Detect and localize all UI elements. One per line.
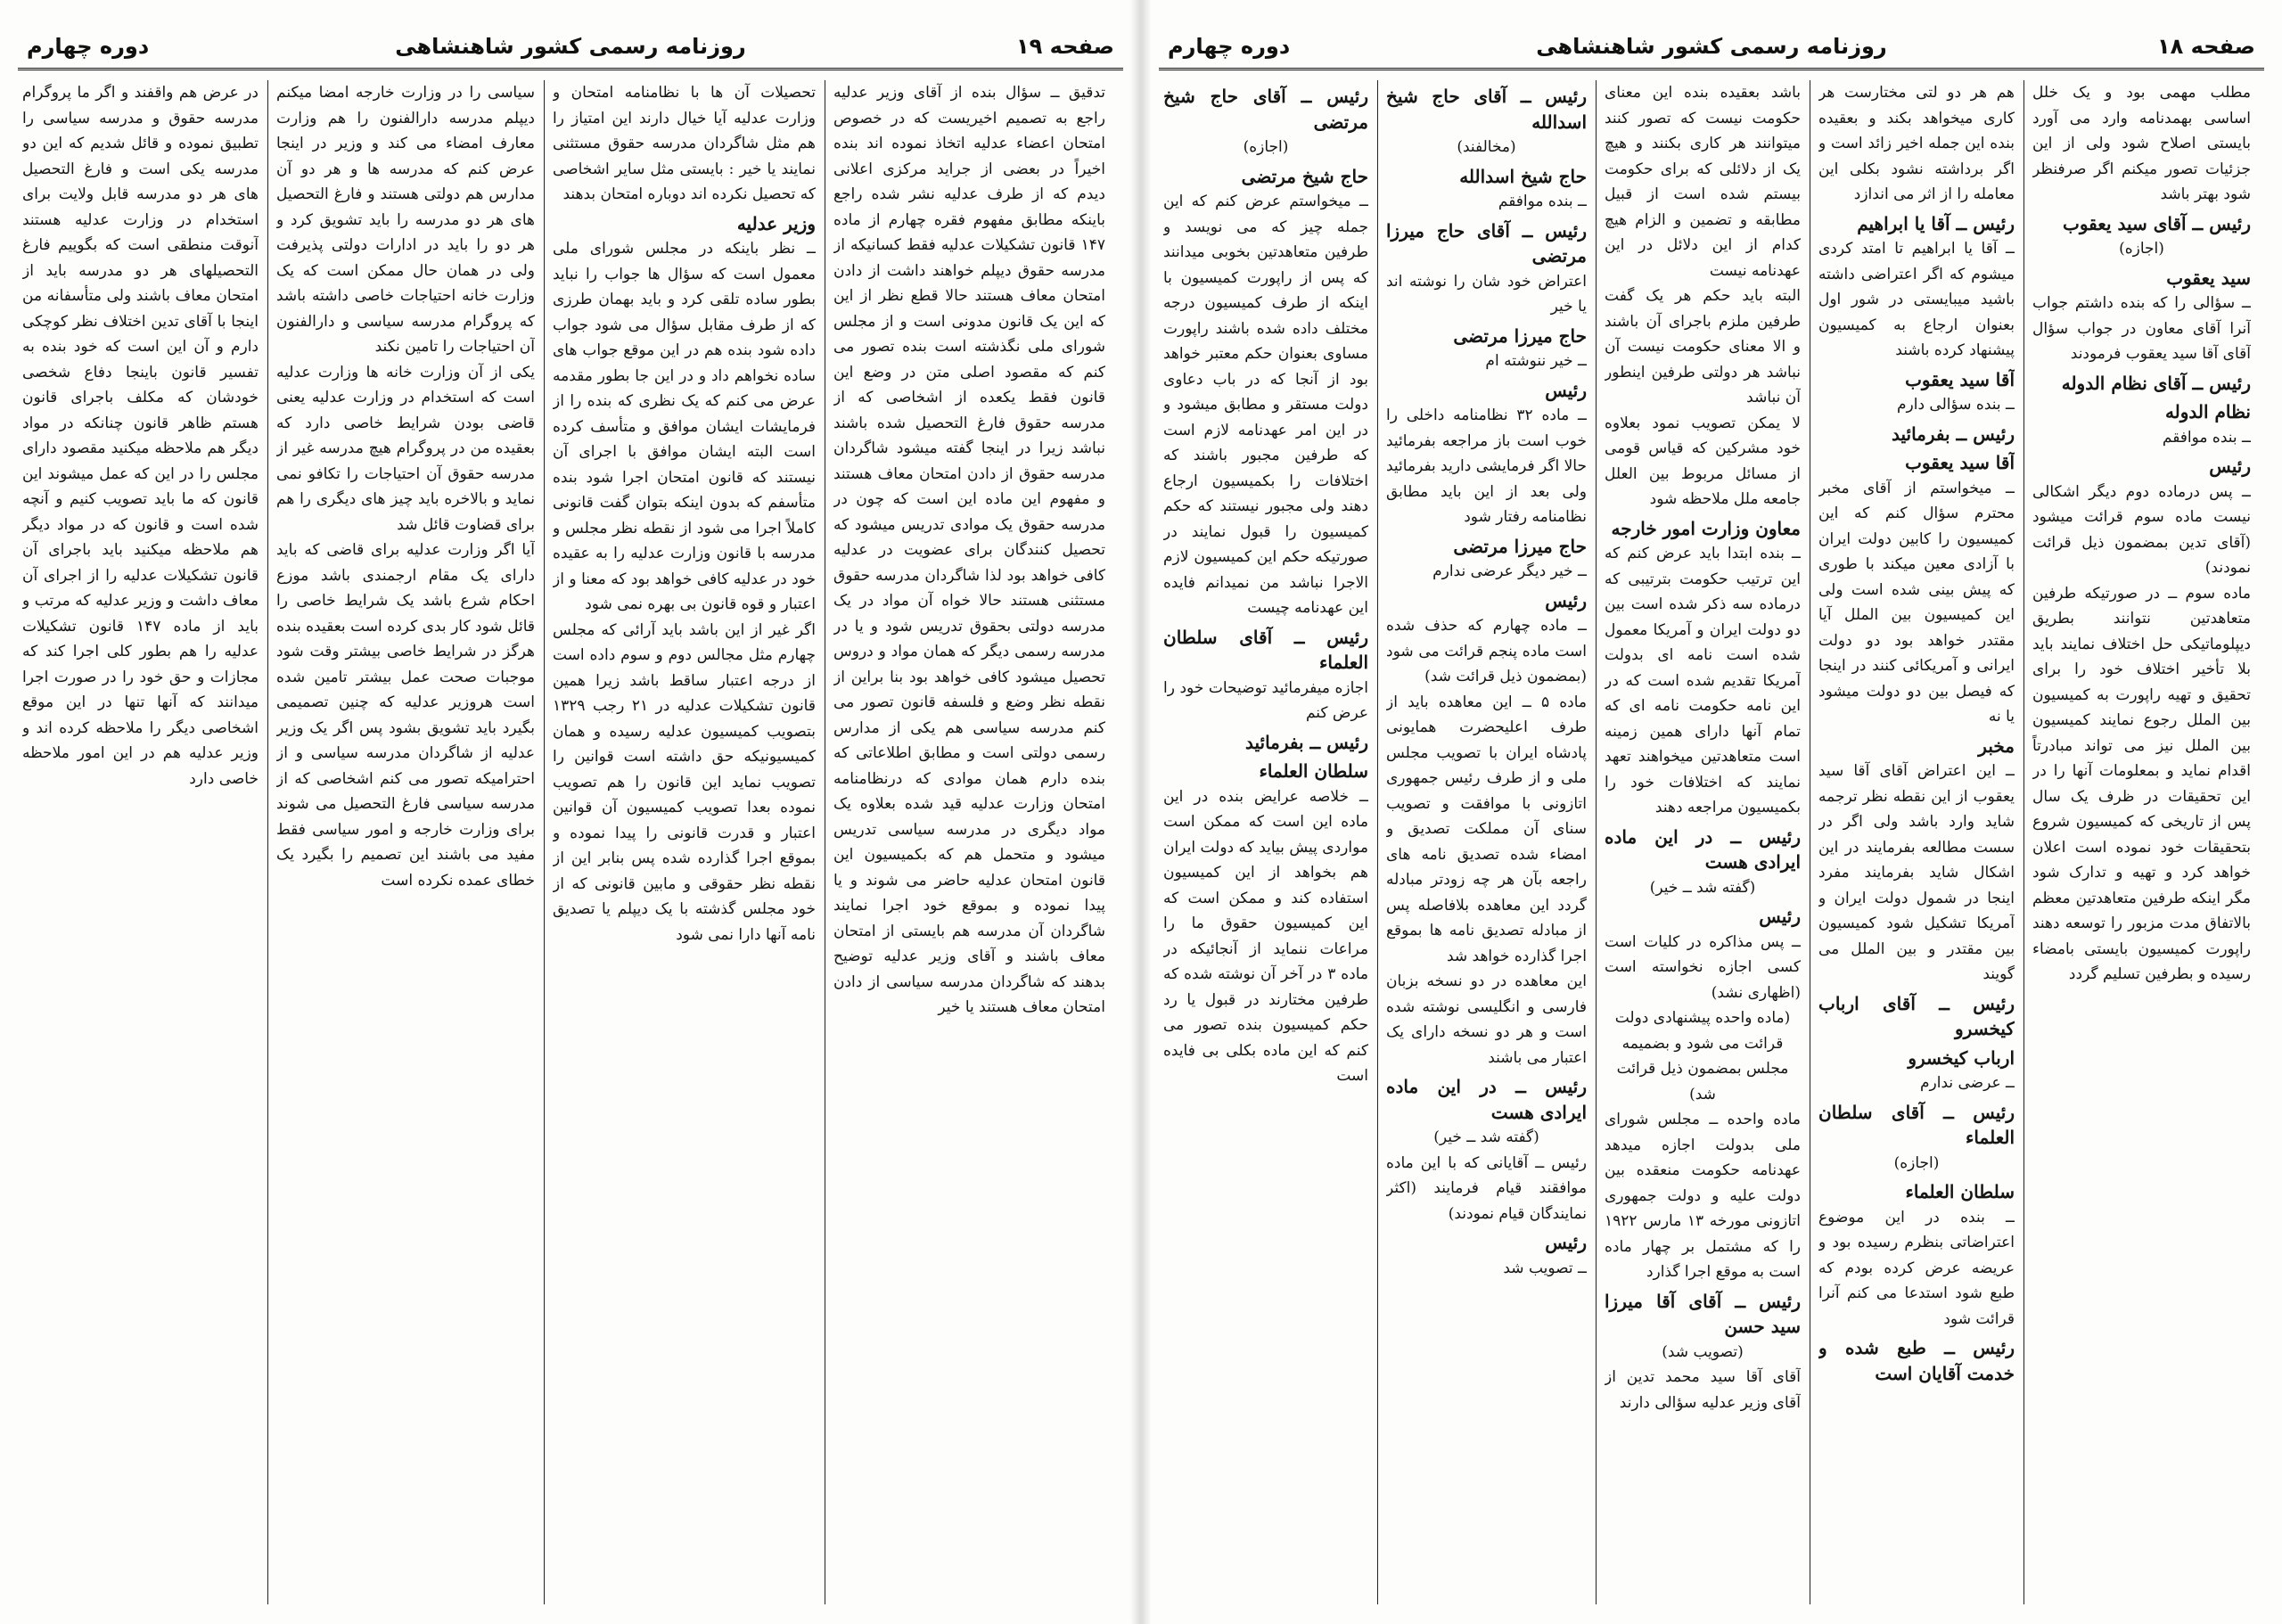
column-divider [1377,80,1378,1604]
newspaper-title: روزنامه رسمی کشور شاهنشاهی [395,34,746,59]
parenthetical-note: (اجازه) [1243,138,1289,156]
parenthetical-note: (گفته شد ــ خیر) [1649,878,1756,897]
paragraph: ــ بنده موافقم [1498,193,1587,210]
speaker-name: رئیس ــ آقای ارباب کیخسرو [1818,992,2015,1039]
paragraph: ــ بنده موافقم [2162,428,2251,447]
newspaper-title: روزنامه رسمی کشور شاهنشاهی [1536,34,1887,59]
paragraph: این معاهده در دو نسخه بزبان فارسی و انگلیسی نوشته شده است و هر دو نسخه دارای یک اعتبار می باشند [1386,972,1587,1067]
paragraph: ــ بنده در این موضوع اعتراضاتی بنظرم رسیده بود و عریضه عرض کرده بودم که طبع شود استدعا می کنم آنرا قرائت شود [1818,1208,2015,1328]
speaker-name: رئیس ــ آقای نظام الدوله [2061,372,2251,394]
column-divider [544,80,545,1604]
paragraph: ــ تصویب شد [1503,1259,1587,1277]
paragraph: ــ بنده سؤالی دارم [1897,396,2015,414]
header-rule [1159,68,2264,70]
speaker-name: رئیس ــ آقای سلطان العلماء [1163,626,1368,673]
text-column [833,80,1105,1604]
volume-label: دوره چهارم [27,34,150,59]
text-column [2032,80,2251,1604]
page-number: صفحه ۱۸ [2157,34,2255,59]
speaker-name: آقا سید یعقوب [1905,368,2015,390]
page-number: صفحه ۱۹ [1016,34,1114,59]
speaker-name: رئیس ــ آقای سید یعقوب [2063,212,2251,234]
text-column [276,80,535,1604]
paragraph: مطلب مهمی بود و یک خلل اساسی بهمدنامه وارد می آورد بایستی اصلاح شود ولی از این جزئیات تصور میکنم اگر صرفنظر شود بهتر باشد [2032,84,2251,203]
paragraph: ــ پس درماده دوم دیگر اشکالی نیست ماده سوم قرائت میشود (آقای تدین بمضمون ذیل قرائت نمودند) [2032,482,2251,577]
speaker-name: آقا سید یعقوب [1905,452,2015,473]
speaker-name: رئیس ــ آقای حاج میرزا مرتضی [1386,219,1587,267]
page-header [18,27,1123,68]
text-column [1386,80,1587,1604]
parenthetical-note: (تصویب شد) [1662,1342,1744,1361]
column-divider [1596,80,1597,1604]
paragraph: ــ خیر ننوشته ام [1485,352,1587,370]
column-divider [2023,80,2024,1604]
text-column [1605,80,1801,1604]
paragraph: ــ ماده چهارم که حذف شده است ماده پنجم قرائت می شود (بمضمون ذیل قرائت شد) [1386,617,1587,685]
speaker-name: مخبر [1978,734,2015,757]
paragraph: ــ میخواستم از آقای مخبر محترم سؤال کنم که این کمیسیون را کابین دولت ایران با آزادی معین میکند با طوری که پیش بینی شده است ولی این کمیسیون بین الملل آیا مقتدر خواهد بود دو دولت ایرانی و آمریکائی کنند در اینجا که فیصل بین دو دولت میشود یا نه [1818,479,2015,726]
paragraph: ماده واحده ــ مجلس شورای ملی بدولت اجازه میدهد عهدنامه حکومت منعقده بین دولت علیه و دولت جمهوری اتازونی مورخه ۱۳ مارس ۱۹۲۲ را که مشتمل بر چهار ماده است به موقع اجرا گذارد [1605,1111,1801,1281]
paragraph: ــ خلاصه عرایض بنده در این ماده این است که ممکن است مواردی پیش بیاید که دولت ایران هم بخواهد از این کمیسیون استفاده کند و ممکن است که این کمیسیون حقوق ما را مراعات ننماید از آنجائیکه در ماده ۳ در آخر آن نوشته شده که طرفین مختارند در قبول یا رد حکم کمیسیون بنده تصور می کنم که این ماده بکلی بی فایده است [1163,787,1368,1085]
paragraph: هم هر دو لتی مختارست هر کاری میخواهد بکند و بعقیده بنده این جمله اخیر زائد است و اگر برداشته نشود بکلی این معامله را از اثر می اندازد [1818,84,2015,203]
paragraph: ماده سوم ــ در صورتیکه طرفین متعاهدتین نتوانند بطریق دیپلوماتیکی حل اختلاف نمایند باید بلا تأخیر اختلاف خود را برای تحقیق و تهیه راپورت به کمیسیون بین الملل رجوع نمایند کمیسیون بین الملل نیز می تواند مبادرتاً اقدام نماید و بمعلومات آنها را در این تحقیقات در ظرف یک سال پس از تاریخی که کمیسیون شروع بتحقیقات خود نموده است اعلان خواهد کرد و تهیه و تدارک شود مگر اینکه طرفین متعاهدتین معظم بالاتفاق مدت مزبور را توسعه دهند راپورت کمیسیون بایستی بامضاء رسیده و بطرفین تسلیم گردد [2032,584,2251,983]
paragraph: ماده ۵ ــ این معاهده باید از طرف اعلیحضرت همایونی پادشاه ایران با تصویب مجلس ملی و از طرف رئیس جمهوری اتازونی با موافقت و تصویب سنای آن مملکت تصدیق و امضاء شده تصدیق نامه های راجعه بآن هر چه زودتر مبادله گردد این معاهده بلافاصله پس از مبادله تصدیق نامه ها بموقع اجرا گذارده خواهد شد [1386,693,1587,965]
paragraph: در عرض هم واقفند و اگر ما پروگرام مدرسه حقوق و مدرسه سیاسی را تطبیق نموده و قائل شدیم که این دو مدرسه یکی است و فارغ التحصیل های هر دو مدرسه قابل ولایت برای استخدام در وزارت عدلیه هستند آنوقت منطقی است که بگوییم فارغ التحصیلهای هر دو مدرسه باید از امتحان معاف باشند ولی متأسفانه من اینجا با آقای تدین اختلاف نظر کوچکی دارم و آن این است که خود بنده به تفسیر قانون باینجا دفاع شخصی خودشان که مکلف باجرای قانون هستم ظاهر قانون چنانکه در مواد دیگر هم ملاحظه میکنید مقصود دارای مجلس را در این که عمل میشوند این قانون که ما باید تصویب کنیم و آنچه شده است و قانون که در مواد دیگر هم ملاحظه میکنید باید باجرای آن قانون تشکیلات عدلیه را از اجرای آن معاف داشت و وزیر عدلیه که مرتب و باید از ماده ۱۴۷ قانون تشکیلات عدلیه را هم بطور کلی اجرا کند که مجازات و حق خود را در صورت اجرا میدانند که آنها تنها در این موقع اشخاصی دیگر را ملاحظه کرده اند و وزیر عدلیه هم در این امور ملاحظه خاصی دارد [22,84,259,788]
speaker-name: رئیس [2209,455,2251,477]
speaker-name: رئیس ــ آقای حاج شیخ مرتضی [1163,86,1368,133]
speaker-name: حاج شیخ مرتضی [1241,165,1368,187]
text-column [1818,80,2015,1604]
paragraph: تدقیق ــ سؤال بنده از آقای وزیر عدلیه راجع به تصمیم اخیریست که در خصوص امتحان اعضاء عدلیه اتخاذ نموده اند بنده اخیراً در بعضی از جراید مرکزی اعلانی دیدم که از طرف عدلیه نشر شده راجع باینکه مطابق مفهوم فقره چهارم از ماده ۱۴۷ قانون تشکیلات عدلیه فقط کسانیکه از مدرسه حقوق دیپلم خواهند داشت از دادن امتحان معاف هستند حالا قطع نظر از این که این یک قانون مدونی است و از مجلس شورای ملی نگذشته است بنده تصور می کنم که مقصود اصلی متن در وضع این قانون فقط یکعده از اشخاصی که از مدرسه حقوق فارغ التحصیل شده باشند نباشد زیرا در اینجا گفته میشود شاگردان مدرسه حقوق از دادن امتحان معاف هستند و مفهوم این ماده این است که چون در مدرسه حقوق یک موادی تدریس میشود که تحصیل کنندگان برای عضویت در عدلیه کافی خواهد بود لذا شاگردان مدرسه حقوق مستثنی هستند حالا خواه آن مواد در یک مدرسه دولتی بحقوق تدریس شود و یا در مدرسه رسمی دیگر که همان مواد و دروس تحصیل میشود کافی خواهد بود بنا براین از نقطه نظر وضع و فلسفه قانون تصور می کنم مدرسه سیاسی هم یکی از مدارس رسمی دولتی است و مطابق اطلاعاتی که بنده دارم همان موادی که درنظامنامه امتحان وزارت عدلیه قید شده بعلاوه یک مواد دیگری در مدرسه سیاسی تدریس میشود و متحمل هم که بکمیسیون این قانون امتحان عدلیه حاضر می شوند و یا پیدا نموده و بموقع خود اجرا نمایند شاگردان آن مدرسه هم بایستی از امتحان معاف باشند و آقای وزیر عدلیه توضیح بدهند که شاگردان مدرسه سیاسی از دادن امتحان معاف هستند یا خیر [833,84,1105,1016]
speaker-name: رئیس ــ در این ماده ایرادی هست [1386,1076,1587,1123]
speaker-name: رئیس ــ در این ماده ایرادی هست [1605,825,1801,873]
speaker-name: رئیس ــ بفرمائید [1891,422,2015,445]
paragraph: ــ این اعتراض آقای آقا سید یعقوب از این نقطه نظر ترجمه شاید وارد باشد ولی اگر در سست مطالعه بفرمایند در این اشکال شاید بفرمایند مفرد اینجا در شمول دولت ایران و آمریکا تشکیل شود کمیسیون بین مقتدر و بین الملل می گویند [1818,762,2015,983]
speaker-name: رئیس [1545,589,1587,611]
paragraph: باشد بعقیده بنده این معنای حکومت نیست که تصور کنند میتوانند هر کاری بکنند و هیچ یک از دلائلی که برای حکومت بیستم شده است از قبیل مطابقه و تضمین و الزام هیچ کدام از این دلائل در این عهدنامه نیست [1605,84,1801,280]
paragraph: ــ نظر باینکه در مجلس شورای ملی معمول است که سؤال ها جواب را نباید بطور ساده تلقی کرد و باید بهمان طرزی که از طرف مقابل سؤال می شود جواب داده شود بنده هم در این موقع جواب های ساده نخواهم داد و در این جا بطور مقدمه عرض می کنم که یک نظری که بنده را از فرمایشات ایشان موافق و متأسف کرده است البته ایشان موافق با اجرای آن نیستند که قانون امتحان اجرا شود بنده متأسفم که بدون اینکه بتوان گفت قانونی کاملاً اجرا می شود از نقطه نظر مجلس و مدرسه با قانون وزارت عدلیه را به عقیده خود در عدلیه کافی خواهد بود که معنا و از اعتبار و قوه قانون بی بهره نمی شود [553,240,816,613]
column-divider [267,80,268,1604]
paragraph: لا یمکن تصویب نمود بعلاوه خود مشرکین که قیاس قومی از مسائل مربوط بین العلل جامعه ملل ملاحظه شود [1605,414,1801,508]
paragraph: ــ آقا یا ابراهیم تا امتد کردی میشوم که اگر اعتراضی داشته باشید میبایستی در شور اول بعنوان ارجاع به کمیسیون پیشنهاد کرده باشند [1818,240,2015,359]
page-18 [1141,0,2282,1624]
parenthetical-note: (مخالفند) [1457,138,1516,156]
speaker-name: نظام الدوله [2164,401,2251,422]
paragraph: ــ سؤالی را که بنده داشتم جواب آنرا آقای معاون در جواب سؤال آقای آقا سید یعقوب فرمودند [2032,294,2251,363]
paragraph: البته باید حکم هر یک گفت طرفین ملزم باجرای آن باشند و الا معنای حکومت نیست آن نباشد هر دولتی طرفین اینطور آن نباشد [1605,287,1801,406]
paragraph: ــ ماده ۳۲ نظامنامه داخلی را خوب است باز مراجعه بفرمائید حالا اگر فرمایشی دارید بفرمائید ولی بعد از این باید مطابق نظامنامه رفتار شود [1386,406,1587,526]
paragraph: یکی از آن وزارت خانه ها وزارت عدلیه است که استخدام در وزارت عدلیه یعنی قاضی بودن شرایط خاصی دارد که بعقیده من در پروگرام هیچ مدرسه غیر از مدرسه حقوق آن احتیاجات را تکافو نمی نماید و بالاخره باید چیز های دیگری را هم برای قضاوت قائل شد [276,363,535,534]
speaker-name: حاج شیخ اسدالله [1459,165,1587,187]
header-rule [18,68,1123,70]
paragraph: ــ میخواستم عرض کنم که این جمله چیز که می نویسد و طرفین متعاهدتین بخوبی میدانند که پس از راپورت کمیسیون با اینکه از طرف کمیسیون درجه مختلف داده شده باشند راپورت مساوی بعنوان حکم معتبر خواهد بود از آنجا که در باب دعاوی دولت مستقر و مطابق میشود و در این امر عهدنامه لازم است که طرفین مجبور باشند که اختلافات را بکمیسیون ارجاع دهند ولی مجبور نیستند که حکم کمیسیون را قبول نمایند در صورتیکه حکم این کمیسیون لازم الاجرا نباشد من نمیدانم فایده این عهدنامه چیست [1163,193,1368,617]
speaker-name: رئیس ــ طبع شده و خدمت آقایان است [1818,1337,2015,1384]
paragraph: اگر غیر از این باشد باید آرائی که مجلس چهارم مثل مجالس دوم و سوم داده است از درجه اعتبار ساقط باشد زیرا همین قانون تشکیلات عدلیه در ۲۱ رجب ۱۳۲۹ بتصویب کمیسیون عدلیه رسیده و همان کمیسیونیکه حق داشته است قوانین را تصویب نماید این قانون را هم تصویب نموده بعدا تصویب کمیسیون آن قوانین اعتبار و قدرت قانونی را پیدا نموده و بموقع اجرا گذارده شده پس بنابر این از نقطه نظر حقوقی و مابین قانونی که از خود مجلس گذشته با یک دیپلم یا تصدیق نامه آنها دارا نمی شود [553,620,816,944]
paragraph: تحصیلات آن ها با نظامنامه امتحان و وزارت عدلیه آیا خیال دارند این امتیاز را هم مثل شاگردان مدرسه حقوق مستثنی نمایند یا خیر : بایستی مثل سایر اشخاصی که تحصیل نکرده اند دوباره امتحان بدهند [553,84,816,203]
paragraph: اجازه میفرمائید توضیحات خود را عرض کنم [1163,678,1368,722]
parenthetical-note: (اجازه) [2119,240,2164,258]
paragraph: ــ پس مذاکره در کلیات است کسی اجازه نخواسته است (اظهاری نشد) [1605,932,1801,1002]
paragraph: ــ عرضی ندارم [1919,1074,2015,1092]
speaker-name: رئیس [1545,1232,1587,1253]
paragraph: اعتراض خود شان را نوشته اند یا خیر [1386,272,1587,316]
paragraph: آیا اگر وزارت عدلیه برای قاضی که باید دارای یک مقام ارجمندی باشد موزع احکام شرع باشد یک شرایط خاصی را قائل شود کار بدی کرده است بعقیده بنده هرگز در شرایط خاصی بیشتر وقت شود موجبات صحت عمل بیشتر تامین شده است هروزیر عدلیه که چنین تصمیمی بگیرد باید تشویق بشود پس اگر یک وزیر عدلیه از شاگردان مدرسه سیاسی و از احترامیکه تصور می کنم اشخاصی که از مدرسه سیاسی فارغ التحصیل می شوند برای وزارت خارجه و امور سیاسی فقط مفید می باشند این تصمیم را بگیرد یک خطای عمده نکرده است [276,541,535,890]
speaker-name: رئیس ــ بفرمائید [1244,731,1368,753]
volume-label: دوره چهارم [1168,34,1291,59]
paragraph: آقای آقا سید محمد تدین از آقای وزیر عدلیه سؤالی دارند [1605,1368,1801,1412]
speaker-name: ارباب کیخسرو [1908,1046,2015,1069]
paragraph: رئیس ــ آقایانی که با این ماده موافقند قیام فرمایند (اکثر نمایندگان قیام نمودند) [1386,1153,1587,1223]
speaker-name: رئیس ــ آقای آقا میرزا سید حسن [1605,1290,1801,1337]
speaker-name: رئیس ــ آقای سلطان العلماء [1818,1101,2015,1148]
parenthetical-note: (گفته شد ــ خیر) [1433,1128,1539,1146]
page-header [1159,27,2264,68]
paragraph: سیاسی را در وزارت خارجه امضا میکنم دیپلم مدرسه دارالفنون را هم وزارت معارف امضاء می کند و وزیر در اینجا عرض کنم که مدرسه ها و هر دو آن مدارس هم دولتی هستند و فارغ التحصیل های هر دو مدرسه را باید تشویق کرد و هر دو را باید در ادارات دولتی پذیرفت ولی در همان حال ممکن است که یک وزارت خانه احتیاجات خاصی داشته باشد که پروگرام مدرسه سیاسی و دارالفنون آن احتیاجات را تامین نکند [276,84,535,356]
speaker-name: سید یعقوب [2166,267,2251,289]
speaker-name: وزیر عدلیه [736,212,816,234]
speaker-name: حاج میرزا مرتضی [1453,324,1587,347]
paragraph: ــ بنده ابتدا باید عرض کنم که این ترتیب حکومت بترتیبی که درماده سه ذکر شده است بین دو دولت ایران و آمریکا معمول شده است نامه ای بدولت آمریکا تقدیم شده است که در این نامه حکومت نامه ای که تمام آنها دارای همین زمینه است متعاهدتین میخواهند تعهد نمایند که اختلافات خود را بکمیسیون مراجعه دهند [1605,545,1801,816]
text-column [553,80,816,1604]
text-column [1163,80,1368,1604]
speaker-name: سلطان العلماء [1905,1181,2015,1202]
speaker-name: سلطان العلماء [1259,760,1368,782]
paragraph: ــ خیر دیگر عرضی ندارم [1432,562,1587,580]
parenthetical-note: (ماده واحده پیشنهادی دولت قرائت می شود و بضمیمه مجلس بمضمون ذیل قرائت شد) [1614,1009,1791,1103]
speaker-name: رئیس [1759,906,1801,927]
text-column [22,80,259,1604]
speaker-name: رئیس [1545,379,1587,401]
speaker-name: رئیس ــ آقا یا ابراهیم [1857,212,2015,234]
speaker-name: حاج میرزا مرتضی [1453,535,1587,557]
parenthetical-note: (اجازه) [1893,1153,1940,1172]
speaker-name: رئیس ــ آقای حاج شیخ اسدالله [1386,86,1587,133]
speaker-name: معاون وزارت امور خارجه [1611,517,1801,539]
